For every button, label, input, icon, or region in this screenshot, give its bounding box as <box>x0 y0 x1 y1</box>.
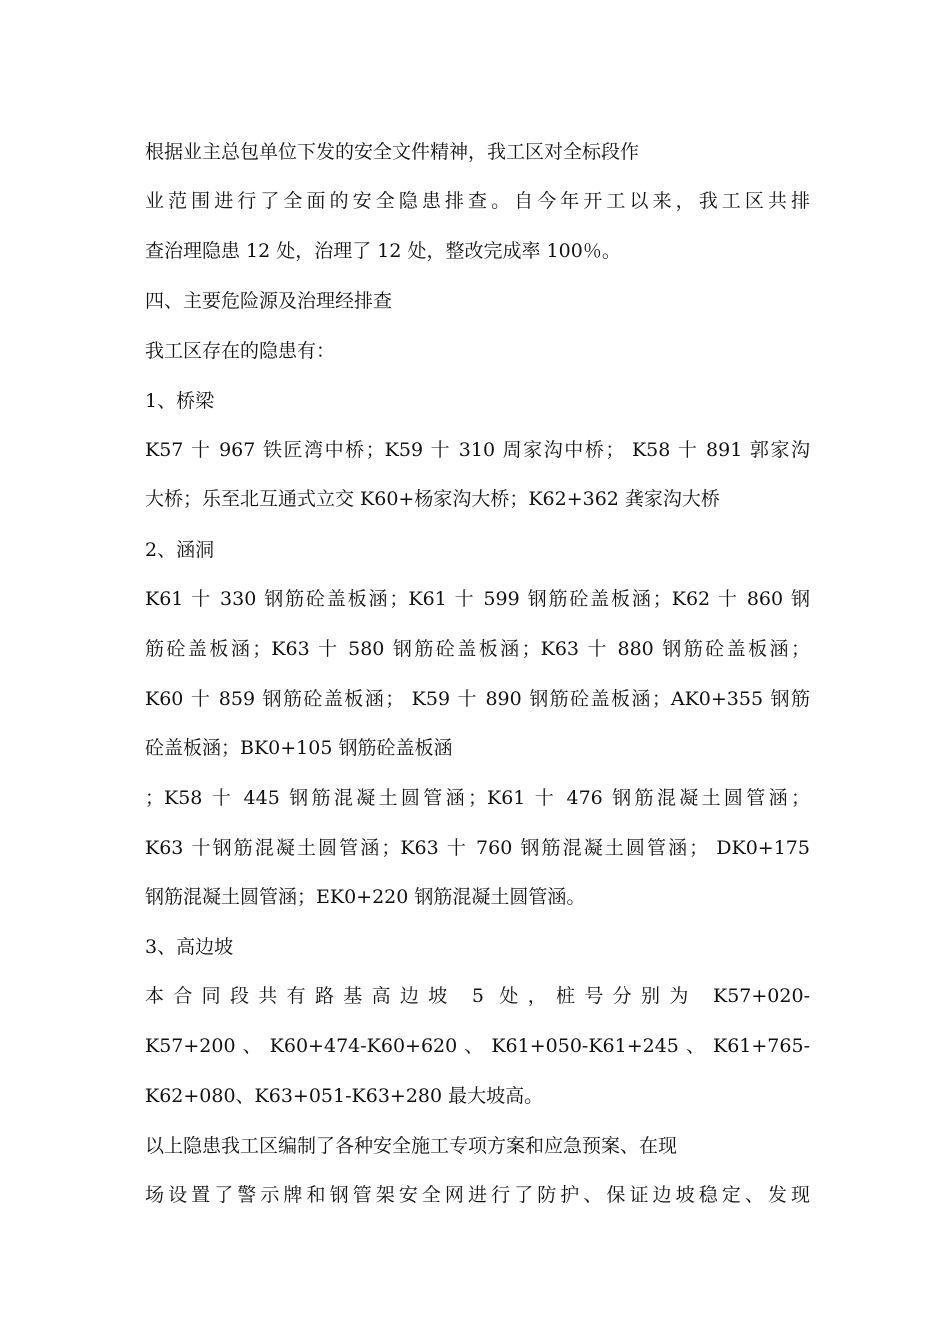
text-line: ；K58 十 445 钢筋混凝土圆管涵；K61 十 476 钢筋混凝土圆管涵； <box>145 787 810 809</box>
text-line: 场设置了警示牌和钢管架安全网进行了防护、保证边坡稳定、发现 <box>145 1184 810 1206</box>
text-line: K57 十 967 铁匠湾中桥；K59 十 310 周家沟中桥； K58 十 891 郭家沟 <box>145 439 810 461</box>
text-line: 砼盖板涵；BK0+105 钢筋砼盖板涵 <box>145 737 453 759</box>
subsection-heading: 2、涵洞 <box>145 539 215 561</box>
subsection-heading: 3、高边坡 <box>145 936 234 958</box>
text-line: 查治理隐患 12 处，治理了 12 处，整改完成率 100％。 <box>145 240 621 262</box>
text-line: 筋砼盖板涵；K63 十 580 钢筋砼盖板涵；K63 十 880 钢筋砼盖板涵； <box>145 638 810 660</box>
subsection-heading: 1、桥梁 <box>145 390 215 412</box>
text-line: 本合同段共有路基高边坡 5 处，桩号分别为 K57+020- <box>145 985 810 1007</box>
text-line: K61 十 330 钢筋砼盖板涵；K61 十 599 钢筋砼盖板涵；K62 十 860 钢 <box>145 588 810 610</box>
text-line: 大桥；乐至北互通式立交 K60+杨家沟大桥；K62+362 龚家沟大桥 <box>145 488 720 510</box>
section-heading: 四、主要危险源及治理经排查 <box>145 290 393 312</box>
text-line: K63 十钢筋混凝土圆管涵；K63 十 760 钢筋混凝土圆管涵； DK0+175 <box>145 837 810 859</box>
text-line: 根据业主总包单位下发的安全文件精神，我工区对全标段作 <box>145 141 640 163</box>
text-line: 钢筋混凝土圆管涵；EK0+220 钢筋混凝土圆管涵。 <box>145 886 586 908</box>
text-line: K57+200 、 K60+474-K60+620 、 K61+050-K61+245 、 K61+765- <box>145 1035 810 1057</box>
text-line: K60 十 859 钢筋砼盖板涵； K59 十 890 钢筋砼盖板涵；AK0+355 钢筋 <box>145 688 810 710</box>
text-line: 业范围进行了全面的安全隐患排查。自今年开工以来，我工区共排 <box>145 190 810 212</box>
text-line: 以上隐患我工区编制了各种安全施工专项方案和应急预案、在现 <box>145 1135 678 1157</box>
text-line: K62+080、K63+051-K63+280 最大坡高。 <box>145 1085 544 1107</box>
text-line: 我工区存在的隐患有： <box>145 340 336 362</box>
